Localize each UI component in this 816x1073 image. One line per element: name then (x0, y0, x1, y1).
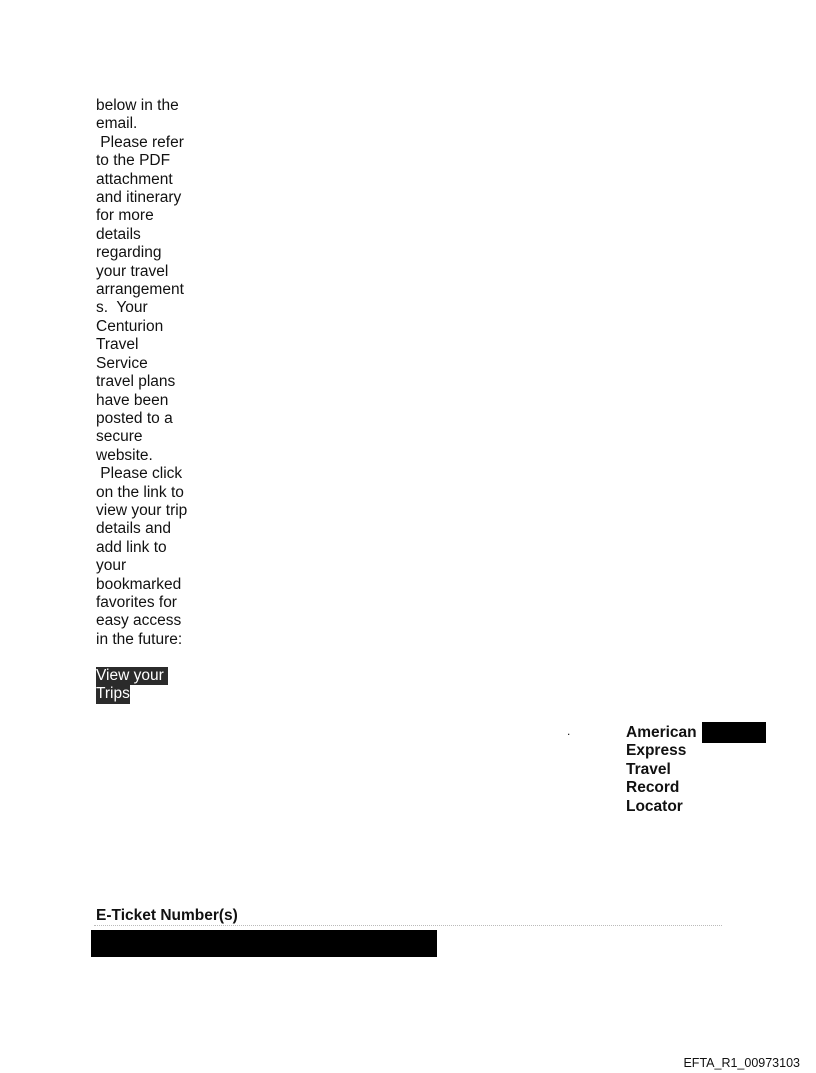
record-locator-line: Record (626, 779, 680, 797)
record-locator-line: American (626, 724, 697, 741)
body-text-line: travel plans (96, 373, 176, 391)
redaction-block-locator (702, 722, 766, 743)
body-text-line: Please refer (96, 133, 184, 151)
body-text-line: in the future: (96, 630, 183, 648)
body-text-line: easy access (96, 612, 182, 630)
body-text-line: to the PDF (96, 152, 171, 170)
body-text-line: have been (96, 391, 169, 409)
eticket-heading: E-Ticket Number(s) (96, 907, 238, 924)
body-text-line: bookmarked (96, 575, 182, 593)
body-text-line: Centurion (96, 317, 164, 335)
body-text-line: attachment (96, 170, 173, 188)
body-text-line: your (96, 557, 127, 575)
body-text-line: secure (96, 428, 143, 446)
body-text-line: on the link to (96, 483, 184, 501)
body-text-line: favorites for (96, 593, 177, 611)
view-trips-link-line[interactable]: View your (96, 667, 169, 684)
redaction-block-eticket (91, 930, 437, 957)
body-text-line: for more (96, 207, 154, 225)
email-body-text (96, 97, 196, 649)
body-text-line: arrangement (96, 281, 184, 299)
view-trips-link[interactable] (96, 667, 168, 704)
view-trips-link-line[interactable]: Trips (96, 685, 130, 703)
body-text-line: posted to a (96, 409, 173, 427)
body-text-line: Service (96, 354, 148, 372)
body-text-line: and itinerary (96, 189, 182, 207)
body-text-line: Travel (96, 336, 139, 354)
body-text-line: view your trip (96, 501, 188, 519)
document-id-footer: EFTA_R1_00973103 (683, 1056, 800, 1070)
body-text-line: details and (96, 520, 171, 538)
body-text-line: your travel (96, 262, 169, 280)
body-text-line: below in the (96, 97, 179, 114)
body-text-line: Please click (96, 465, 183, 483)
body-text-line: website. (96, 446, 153, 464)
body-text-line: details (96, 225, 141, 243)
separator-dot: . (567, 724, 571, 738)
record-locator-label (626, 724, 697, 816)
body-text-line: regarding (96, 244, 162, 262)
body-text-line: email. (96, 115, 138, 133)
body-text-line: s. Your (96, 299, 148, 317)
record-locator-line: Express (626, 742, 687, 760)
record-locator-line: Locator (626, 797, 683, 815)
body-text-line: add link to (96, 538, 167, 556)
record-locator-line: Travel (626, 760, 671, 778)
eticket-divider (94, 925, 722, 926)
